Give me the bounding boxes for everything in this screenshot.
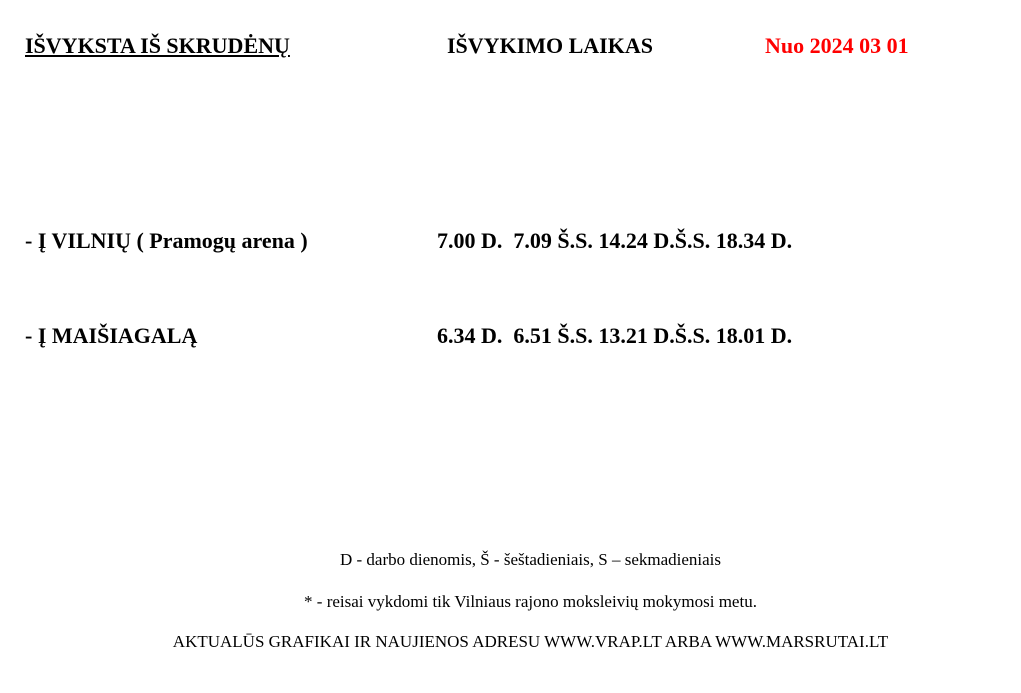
info-links-note: AKTUALŪS GRAFIKAI IR NAUJIENOS ADRESU WWW.VRAP.LT ARBA WWW.MARSRUTAI.LT bbox=[172, 632, 889, 651]
route-destination-maisiagala: - Į MAIŠIAGALĄ bbox=[25, 323, 198, 348]
route-times-vilnius: 7.00 D. 7.09 Š.S. 14.24 D.Š.S. 18.34 D. bbox=[437, 228, 793, 253]
valid-from-date: Nuo 2024 03 01 bbox=[765, 33, 909, 58]
legend-note: D - darbo dienomis, Š - šeštadieniais, S – sekmadieniais bbox=[339, 550, 722, 569]
departure-stop-heading: IŠVYKSTA IŠ SKRUDĖNŲ bbox=[25, 33, 290, 58]
route-times-maisiagala: 6.34 D. 6.51 Š.S. 13.21 D.Š.S. 18.01 D. bbox=[437, 323, 793, 348]
route-destination-vilnius: - Į VILNIŲ ( Pramogų arena ) bbox=[25, 228, 308, 253]
departure-times-heading: IŠVYKIMO LAIKAS bbox=[447, 33, 653, 58]
asterisk-note: * - reisai vykdomi tik Vilniaus rajono moksleivių mokymosi metu. bbox=[304, 592, 757, 611]
